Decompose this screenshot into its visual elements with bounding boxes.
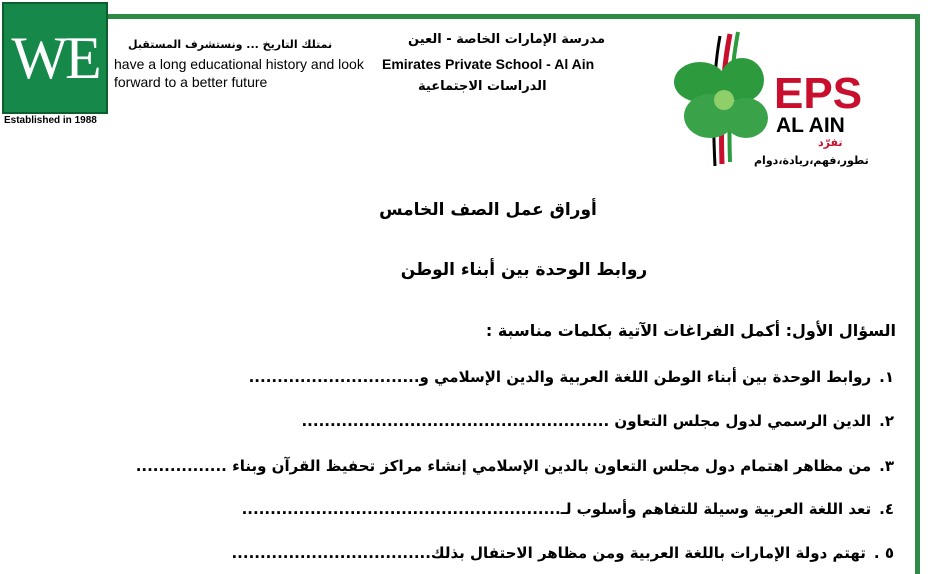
worksheet-title: أوراق عمل الصف الخامس <box>379 200 597 220</box>
item-text: روابط الوحدة بين أبناء الوطن اللغة العربية والدين الإسلامي و.............................. <box>248 368 872 386</box>
question-item <box>249 368 894 386</box>
item-text: من مظاهر اهتمام دول مجلس التعاون بالدين الإسلامي إنشاء مراكز تحفيظ القرآن وبناء ................ <box>135 457 872 475</box>
item-text: تعد اللغة العربية وسيلة للتفاهم وأسلوب لـ........................................................ <box>241 500 872 518</box>
school-name-english: Emirates Private School - Al Ain <box>382 56 595 72</box>
question-item <box>301 412 894 430</box>
item-number: ١. <box>879 368 894 386</box>
item-text: الدين الرسمي لدول مجلس التعاون ...................................................... <box>301 412 872 430</box>
question-item <box>242 500 894 518</box>
question-item <box>231 544 894 562</box>
item-number: ٤. <box>879 500 894 518</box>
question-label: السؤال الأول: أكمل الفراغات الآتية بكلمات مناسبة : <box>485 321 896 340</box>
item-text: تهتم دولة الإمارات باللغة العربية ومن مظاهر الاحتفال بذلك................................... <box>231 544 866 562</box>
eps-letters: EPS <box>774 69 863 118</box>
school-name-arabic: مدرسة الإمارات الخاصة - العين <box>408 32 605 47</box>
eps-motto: تطور،فهم،ريادة،دوام <box>754 154 869 167</box>
we-logo <box>2 2 108 114</box>
eps-logo <box>660 24 900 184</box>
lesson-subtitle: روابط الوحدة بين أبناء الوطن <box>400 260 648 280</box>
item-number: ٢. <box>879 412 894 430</box>
eps-city: AL AIN <box>776 114 845 137</box>
item-number: ٣. <box>879 457 894 475</box>
item-number: ٥ . <box>873 544 894 562</box>
question-item <box>136 457 894 475</box>
clover-icon <box>674 32 768 166</box>
eps-tagline: تفرّد <box>818 136 843 149</box>
established-label: Established in 1988 <box>4 115 97 126</box>
department-label: الدراسات الاجتماعية <box>418 79 547 94</box>
we-logo-text: WE <box>11 24 99 91</box>
slogan-arabic: نمتلك التاريخ ... ونستشرف المستقبل <box>128 38 333 51</box>
slogan-english: have a long educational history and look forward to a better future <box>114 56 364 90</box>
